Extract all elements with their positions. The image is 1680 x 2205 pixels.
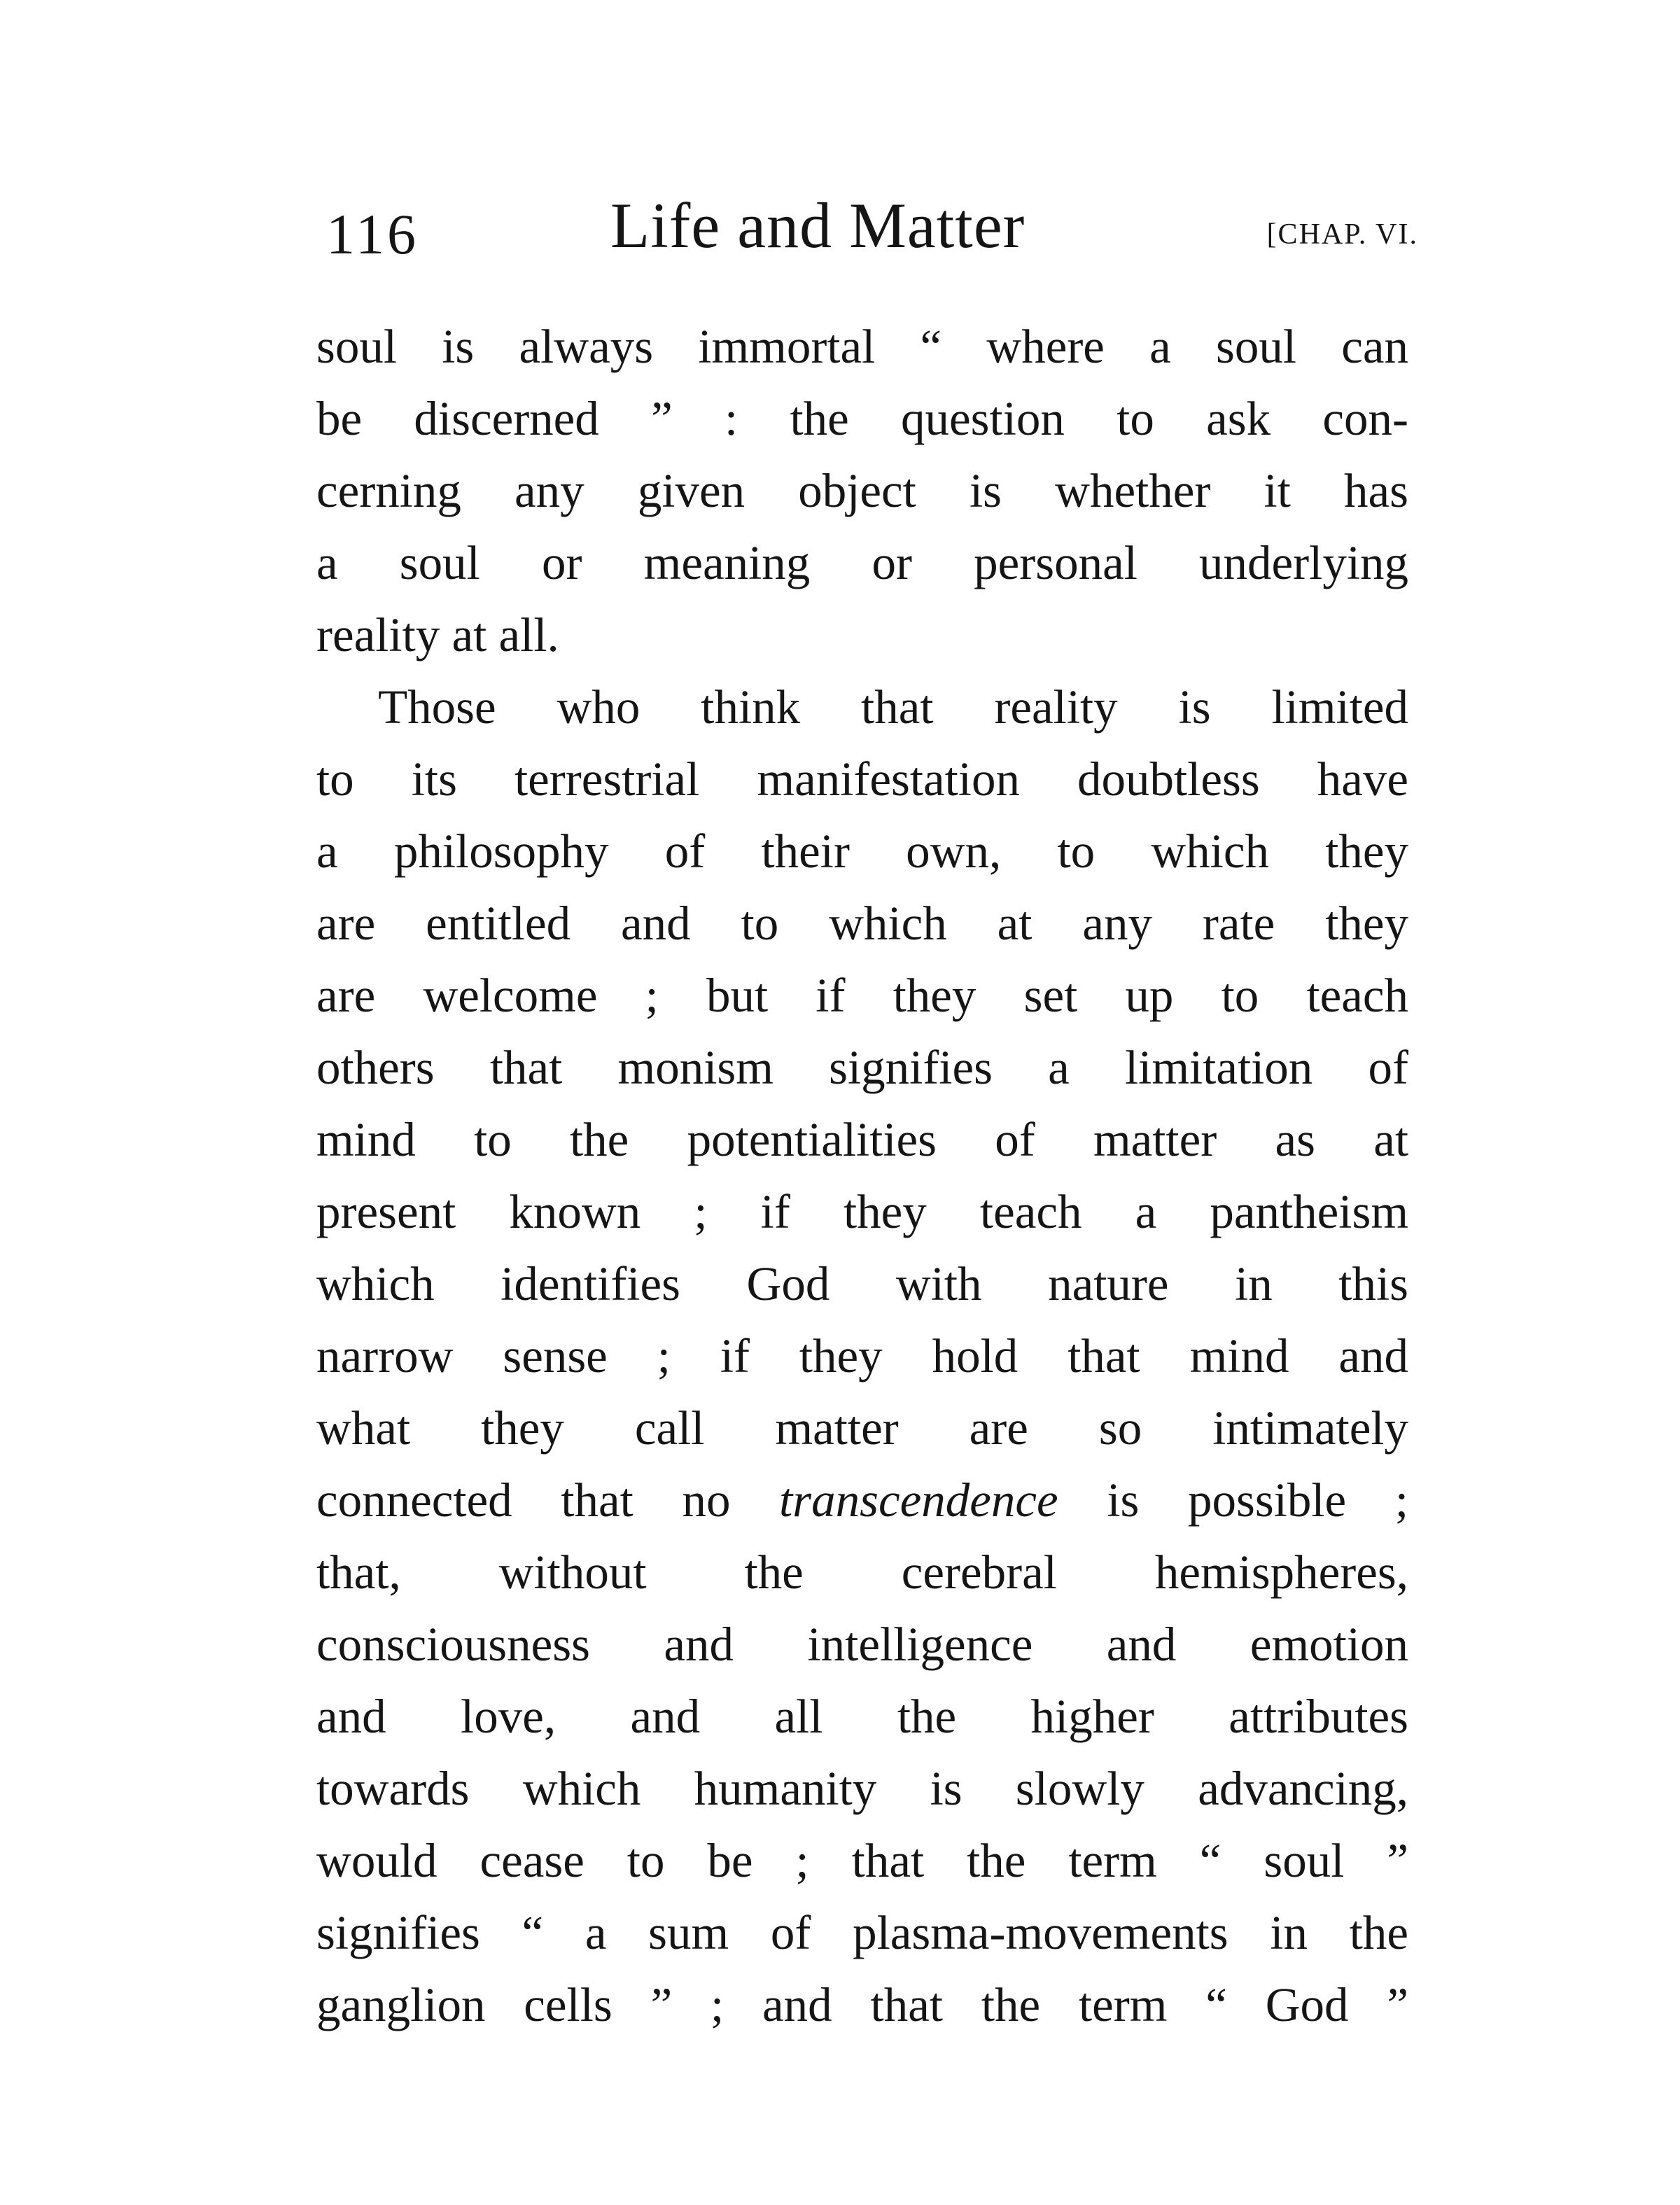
text-line: be discerned ” : the question to ask con-	[316, 392, 1408, 445]
paragraph-first-line: Those who think that reality is limited	[378, 680, 1408, 734]
text-line: a philosophy of their own, to which they	[316, 825, 1408, 878]
italic-term: transcendence	[779, 1474, 1058, 1527]
text-line: consciousness and intelligence and emotion	[316, 1618, 1408, 1671]
text-segment: is possible ;	[1107, 1474, 1408, 1527]
text-segment: connected that no	[316, 1474, 731, 1527]
page-number: 116	[326, 202, 419, 266]
body-text	[316, 311, 1408, 2041]
text-line: mind to the potentialities of matter as at	[316, 1113, 1408, 1166]
text-line: that, without the cerebral hemispheres,	[316, 1546, 1408, 1599]
text-line: to its terrestrial manifestation doubtless have	[316, 752, 1408, 806]
chapter-reference: [CHAP. VI.	[1266, 218, 1418, 251]
text-line: narrow sense ; if they hold that mind and	[316, 1329, 1408, 1382]
text-line: a soul or meaning or personal underlying	[316, 536, 1408, 589]
text-line: are welcome ; but if they set up to teach	[316, 969, 1408, 1022]
text-line: are entitled and to which at any rate they	[316, 897, 1408, 950]
text-line: others that monism signifies a limitation of	[316, 1041, 1408, 1094]
text-line: signifies “ a sum of plasma-movements in the	[316, 1906, 1408, 1959]
text-line: present known ; if they teach a pantheism	[316, 1185, 1408, 1238]
running-head	[316, 181, 1418, 266]
text-line: cerning any given object is whether it has	[316, 464, 1408, 517]
text-line: and love, and all the higher attributes	[316, 1690, 1408, 1743]
text-line	[316, 1464, 1408, 1536]
running-title: Life and Matter	[610, 190, 1026, 261]
text-line: would cease to be ; that the term “ soul ”	[316, 1834, 1408, 1887]
text-line: towards which humanity is slowly advancing,	[316, 1762, 1408, 1815]
text-line: which identifies God with nature in this	[316, 1257, 1408, 1310]
text-line: reality at all.	[316, 608, 559, 662]
text-line: ganglion cells ” ; and that the term “ God ”	[316, 1978, 1408, 2031]
text-line: what they call matter are so intimately	[316, 1401, 1408, 1455]
text-line: soul is always immortal “ where a soul can	[316, 320, 1408, 373]
